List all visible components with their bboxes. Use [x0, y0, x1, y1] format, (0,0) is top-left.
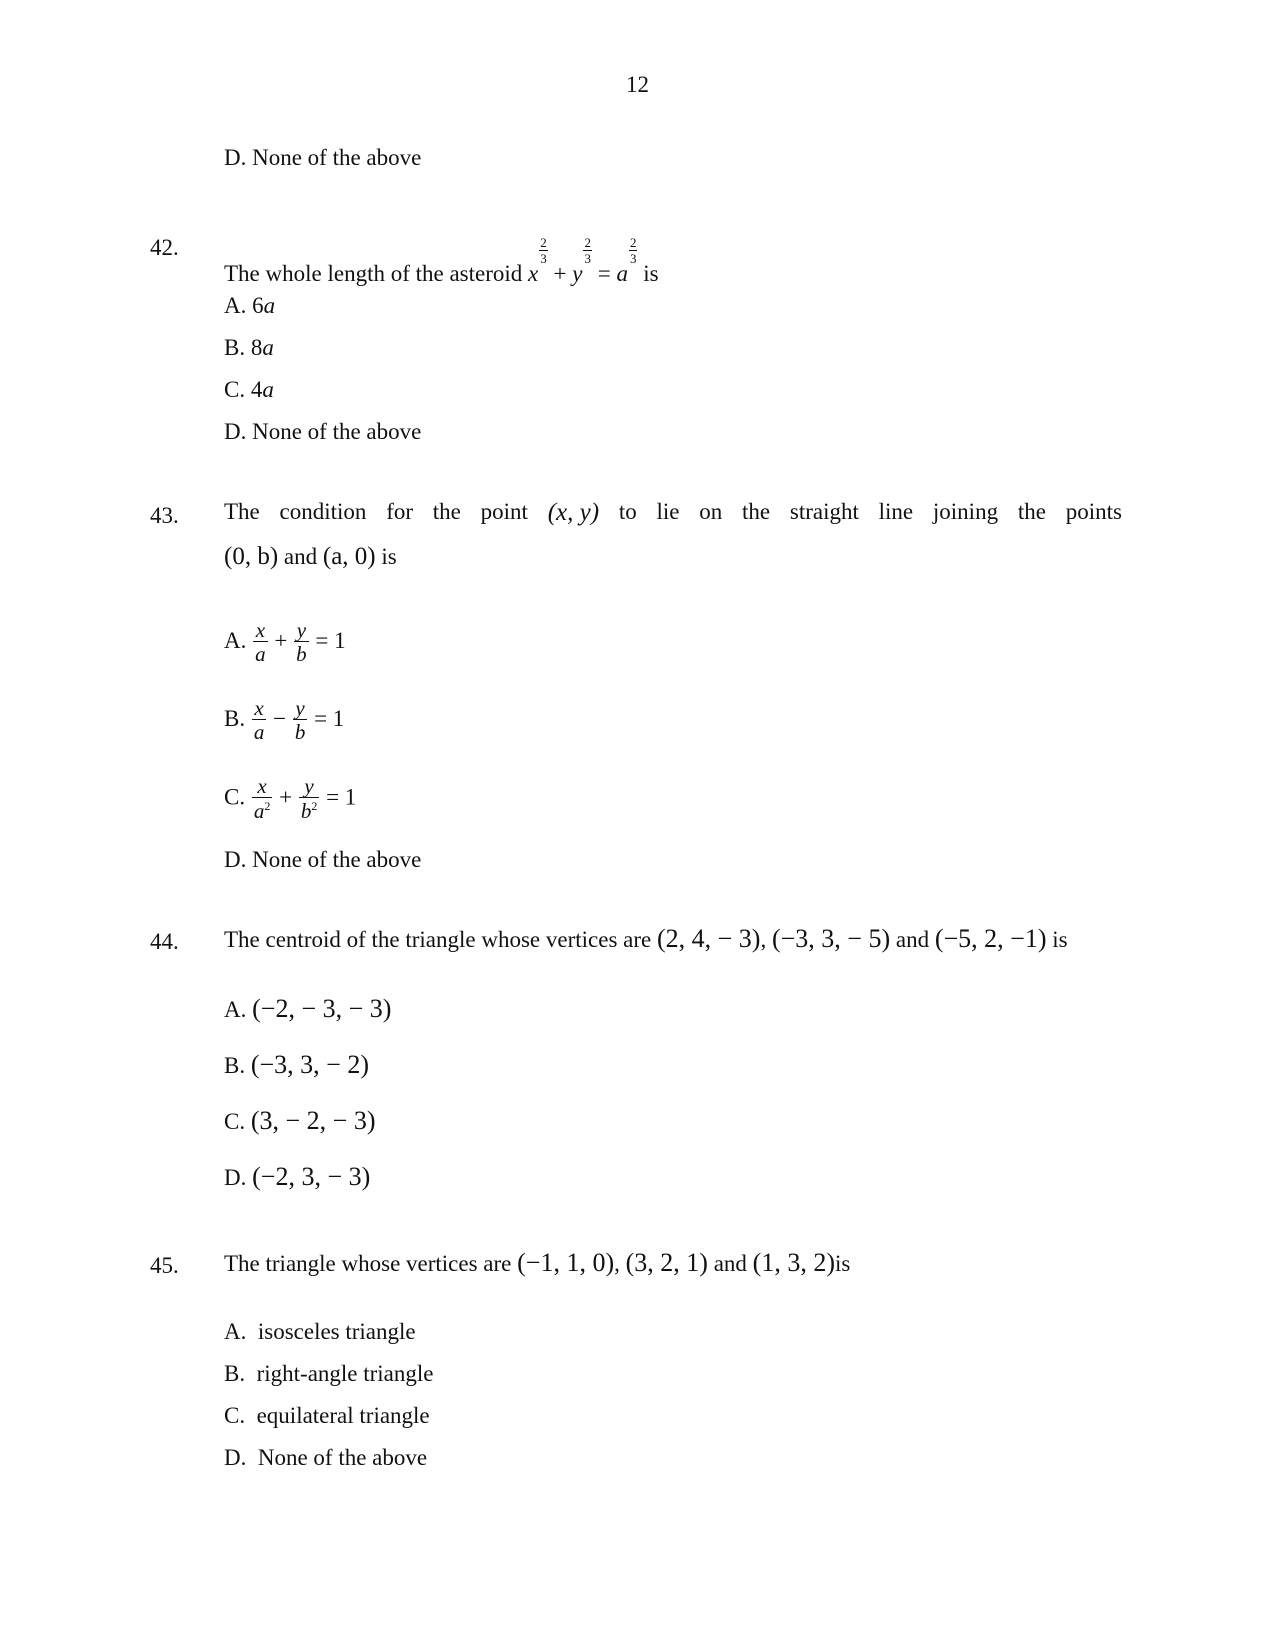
q43-point-a0: (a, 0) — [322, 543, 376, 570]
q42-option-c: C. 4a — [224, 377, 274, 402]
eq-equals: = — [597, 261, 611, 286]
q45-option-b: B. right-angle triangle — [224, 1361, 434, 1386]
q44-vertex-3: (−5, 2, −1) — [934, 924, 1047, 953]
eq-a: a — [616, 261, 628, 286]
equals-one: = 1 — [315, 627, 346, 653]
question-42-stem: The whole length of the asteroid — [224, 261, 523, 286]
plus-sign: + — [279, 784, 293, 810]
q45-and: and — [713, 1251, 747, 1276]
question-45-text: The triangle whose vertices are (−1, 1, 0), (3, 2, 1) and (1, 3, 2)is — [224, 1248, 851, 1277]
q43-word: points — [1065, 499, 1122, 524]
question-43-line-2 — [224, 544, 397, 569]
q43-option-a: A. $\frac{x}{a}$ + $\frac{y}{b}$ = 1 — [224, 618, 346, 666]
q43-word: lie — [656, 499, 680, 524]
q45-option-d: D. None of the above — [224, 1445, 428, 1470]
question-42-number: 42. — [150, 235, 179, 260]
equals-one: = 1 — [326, 784, 357, 810]
q43-word: line — [878, 499, 914, 524]
q43-word: The — [224, 499, 260, 524]
question-43-line-1 — [224, 500, 1122, 525]
exp-a: $\frac{2}{3}$ — [629, 235, 637, 266]
q43-and: and — [283, 544, 318, 569]
q45-option-c: C. equilateral triangle — [224, 1403, 430, 1428]
q43-word: the — [432, 499, 461, 524]
question-45-number: 45. — [150, 1253, 179, 1278]
q44-option-c: C. (3, − 2, − 3) — [224, 1106, 376, 1135]
equals-one: = 1 — [314, 705, 345, 731]
q42-option-b: B. 8a — [224, 335, 274, 360]
question-42-equation — [528, 235, 643, 286]
q45-is: is — [834, 1251, 851, 1276]
q44-and: and — [895, 927, 930, 952]
q43-word: joining — [932, 499, 999, 524]
q43-word: condition — [279, 499, 367, 524]
eq-y: y — [572, 261, 583, 286]
q43-is: is — [381, 544, 397, 569]
question-44-text: The centroid of the triangle whose vertices are (2, 4, − 3), (−3, 3, − 5) and (−5, 2, −1) is — [224, 924, 1068, 953]
q43-option-c: C. $\frac{x}{a^2}$ + $\frac{y}{b^2}$ = 1 — [224, 774, 357, 823]
q43-word: on — [699, 499, 723, 524]
q45-option-a: A. isosceles triangle — [224, 1319, 416, 1344]
q42-option-d: D. None of the above — [224, 419, 422, 444]
q45-vertex-3: (1, 3, 2) — [752, 1248, 835, 1277]
exp-x: $\frac{2}{3}$ — [540, 235, 547, 266]
q44-vertex-1: (2, 4, − 3) — [656, 924, 761, 953]
q43-option-a-label: A. — [224, 627, 247, 653]
eq-x: x — [528, 261, 539, 286]
q43-word: point — [480, 499, 528, 524]
q44-stem: The centroid of the triangle whose vertices are — [224, 927, 652, 952]
q44-option-a: A. (−2, − 3, − 3) — [224, 994, 392, 1023]
q43-option-d: D. None of the above — [224, 847, 422, 872]
q43-word: to — [618, 499, 637, 524]
eq-plus: + — [553, 261, 567, 286]
prev-option-d: D. None of the above — [224, 145, 422, 170]
minus-sign: − — [273, 705, 287, 731]
q43-point: (x, y) — [547, 499, 600, 526]
page-number: 12 — [626, 72, 649, 97]
q44-is: is — [1052, 927, 1068, 952]
q44-option-d: D. (−2, 3, − 3) — [224, 1162, 371, 1191]
q43-option-b: B. $\frac{x}{a}$ − $\frac{y}{b}$ = 1 — [224, 696, 345, 744]
q43-word: the — [1017, 499, 1046, 524]
q43-option-b-label: B. — [224, 705, 246, 731]
q44-vertex-2: (−3, 3, − 5) — [771, 924, 891, 953]
q43-word: straight — [789, 499, 859, 524]
q44-option-b: B. (−3, 3, − 2) — [224, 1050, 369, 1079]
q43-word: for — [386, 499, 414, 524]
question-42-suffix: is — [643, 261, 659, 286]
question-43-number: 43. — [150, 503, 179, 528]
q45-vertex-1: (−1, 1, 0) — [517, 1248, 615, 1277]
plus-sign: + — [274, 627, 288, 653]
question-44-number: 44. — [150, 929, 179, 954]
q43-option-c-label: C. — [224, 784, 246, 810]
question-42-text — [224, 236, 659, 285]
q45-vertex-2: (3, 2, 1) — [625, 1248, 708, 1277]
q45-stem: The triangle whose vertices are — [224, 1251, 512, 1276]
q43-point-0b: (0, b) — [224, 543, 279, 570]
exp-y: $\frac{2}{3}$ — [584, 235, 591, 266]
q43-word: the — [742, 499, 771, 524]
q42-option-a: A. 6a — [224, 293, 276, 318]
